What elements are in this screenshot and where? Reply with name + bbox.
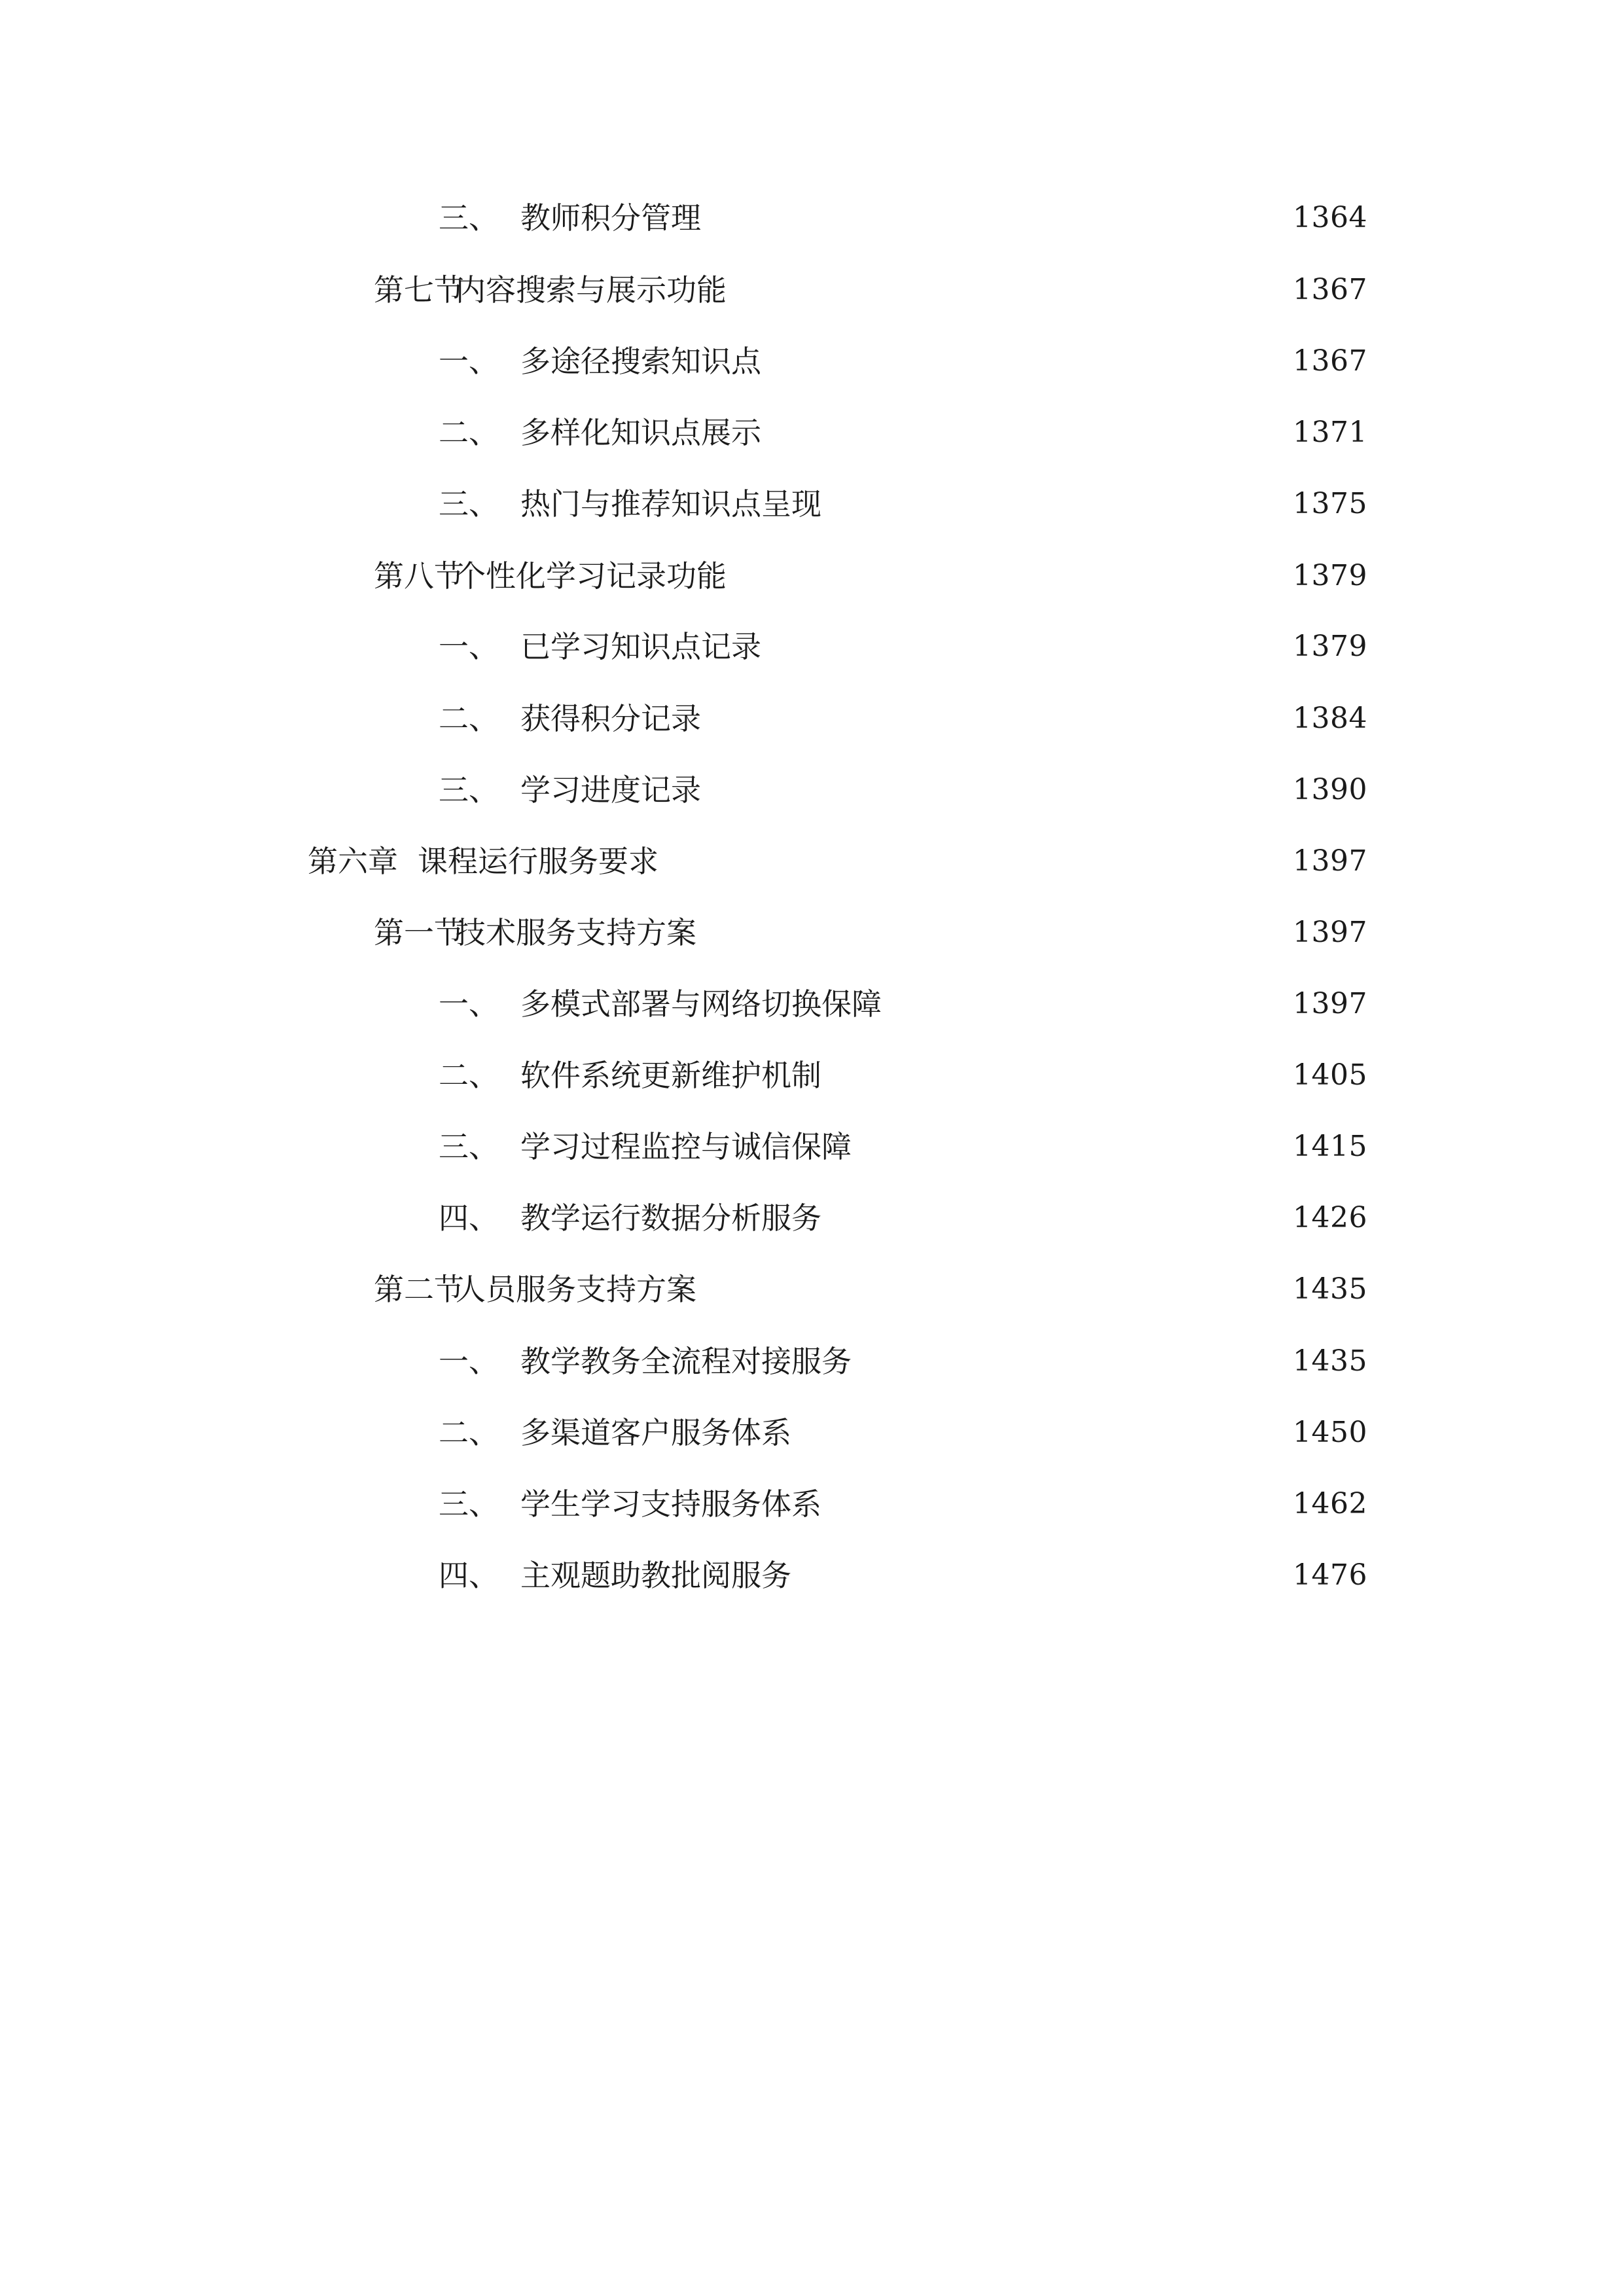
dot-leader <box>712 764 1281 816</box>
toc-entry-number: 第一节 <box>374 915 464 950</box>
toc-entry[interactable] <box>439 1049 1367 1102</box>
toc-entry-title: 课程运行服务要求 <box>418 844 659 879</box>
toc-entry-number: 三、 <box>439 200 499 236</box>
toc-page-number: 1435 <box>1293 1344 1367 1378</box>
toc-entry-number: 一、 <box>439 986 499 1022</box>
toc-entry[interactable] <box>308 835 1367 888</box>
toc-entry[interactable] <box>439 406 1367 459</box>
toc-entry-title: 学习进度记录 <box>520 772 701 808</box>
toc-page-number: 1384 <box>1293 702 1367 735</box>
dot-leader <box>707 1263 1281 1316</box>
toc-entry-title: 多途径搜索知识点 <box>520 344 761 379</box>
toc-page-number: 1397 <box>1293 987 1367 1020</box>
toc-page-number: 1462 <box>1293 1487 1367 1520</box>
toc-entry-number: 第七节 <box>374 272 464 308</box>
dot-leader <box>862 1121 1281 1173</box>
dot-leader <box>772 620 1281 673</box>
dot-leader <box>772 335 1281 387</box>
toc-entry-number: 三、 <box>439 486 499 522</box>
toc-entry-title: 多模式部署与网络切换保障 <box>520 986 882 1022</box>
toc-entry-number: 三、 <box>439 1486 499 1522</box>
toc-entry[interactable] <box>374 906 1367 959</box>
toc-entry-number: 二、 <box>439 1415 499 1450</box>
toc-page-number: 1364 <box>1293 201 1367 234</box>
toc-page-number: 1435 <box>1293 1272 1367 1306</box>
toc-entry[interactable] <box>374 264 1367 316</box>
toc-page-number: 1405 <box>1293 1058 1367 1092</box>
toc-entry-title: 学习过程监控与诚信保障 <box>520 1129 852 1164</box>
toc-entry[interactable] <box>439 1192 1367 1244</box>
dot-leader <box>832 1049 1281 1102</box>
dot-leader <box>832 1478 1281 1530</box>
toc-entry[interactable] <box>439 764 1367 816</box>
toc-page-number: 1379 <box>1293 559 1367 592</box>
toc-page-number: 1415 <box>1293 1130 1367 1163</box>
toc-entry[interactable] <box>439 1121 1367 1173</box>
toc-page-number: 1371 <box>1293 416 1367 449</box>
toc-page-number: 1397 <box>1293 916 1367 949</box>
dot-leader <box>832 478 1281 530</box>
toc-entry-number: 一、 <box>439 629 499 664</box>
dot-leader <box>737 264 1281 316</box>
dot-leader <box>802 1407 1281 1459</box>
toc-entry-title: 学生学习支持服务体系 <box>520 1486 821 1522</box>
toc-entry-title: 教学运行数据分析服务 <box>520 1200 821 1236</box>
toc-entry-title: 技术服务支持方案 <box>456 915 696 950</box>
dot-leader <box>737 550 1281 602</box>
toc-entry-title: 人员服务支持方案 <box>456 1272 696 1307</box>
dot-leader <box>712 192 1281 244</box>
dot-leader <box>772 406 1281 459</box>
toc-entry-title: 主观题助教批阅服务 <box>520 1558 791 1593</box>
toc-entry-title: 教师积分管理 <box>520 200 701 236</box>
dot-leader <box>832 1192 1281 1244</box>
toc-entry-title: 热门与推荐知识点呈现 <box>520 486 821 522</box>
toc-page-number: 1379 <box>1293 630 1367 663</box>
toc-entry-number: 第六章 <box>308 844 398 879</box>
dot-leader <box>707 906 1281 959</box>
dot-leader <box>669 835 1281 888</box>
toc-entry-title: 教学教务全流程对接服务 <box>520 1344 852 1379</box>
toc-entry-number: 第二节 <box>374 1272 464 1307</box>
toc-entry-number: 三、 <box>439 772 499 808</box>
toc-entry-number: 一、 <box>439 1344 499 1379</box>
toc-entry[interactable] <box>439 1478 1367 1530</box>
toc-entry-number: 二、 <box>439 1058 499 1093</box>
toc-entry-title: 获得积分记录 <box>520 701 701 736</box>
toc-entry-number: 四、 <box>439 1558 499 1593</box>
toc-entry[interactable] <box>439 478 1367 530</box>
toc-page-number: 1476 <box>1293 1558 1367 1592</box>
toc-page-number: 1397 <box>1293 844 1367 878</box>
toc-entry[interactable] <box>439 1407 1367 1459</box>
dot-leader <box>712 692 1281 745</box>
toc-entry-number: 一、 <box>439 344 499 379</box>
toc-entry[interactable] <box>439 978 1367 1030</box>
toc-page-number: 1390 <box>1293 773 1367 806</box>
toc-page-number: 1450 <box>1293 1416 1367 1449</box>
toc-entry[interactable] <box>374 550 1367 602</box>
toc-page-number: 1426 <box>1293 1201 1367 1234</box>
toc-entry-title: 个性化学习记录功能 <box>456 558 727 594</box>
toc-entry-title: 已学习知识点记录 <box>520 629 761 664</box>
toc-entry-number: 三、 <box>439 1129 499 1164</box>
toc-entry[interactable] <box>439 1335 1367 1388</box>
toc-entry[interactable] <box>439 1549 1367 1602</box>
toc-entry-title: 多渠道客户服务体系 <box>520 1415 791 1450</box>
toc-entry-title: 软件系统更新维护机制 <box>520 1058 821 1093</box>
toc-entry[interactable] <box>374 1263 1367 1316</box>
toc-entry-number: 第八节 <box>374 558 464 594</box>
toc-entry-number: 二、 <box>439 701 499 736</box>
toc-entry[interactable] <box>439 692 1367 745</box>
toc-page-number: 1367 <box>1293 344 1367 378</box>
toc-entry[interactable] <box>439 620 1367 673</box>
toc-entry-number: 四、 <box>439 1200 499 1236</box>
toc-entry[interactable] <box>439 335 1367 387</box>
dot-leader <box>862 1335 1281 1388</box>
toc-entry-title: 多样化知识点展示 <box>520 415 761 450</box>
toc-page-number: 1375 <box>1293 487 1367 520</box>
toc-page-number: 1367 <box>1293 273 1367 306</box>
dot-leader <box>802 1549 1281 1602</box>
toc-entry-number: 二、 <box>439 415 499 450</box>
dot-leader <box>892 978 1281 1030</box>
toc-entry-title: 内容搜索与展示功能 <box>456 272 727 308</box>
toc-entry[interactable] <box>439 192 1367 244</box>
